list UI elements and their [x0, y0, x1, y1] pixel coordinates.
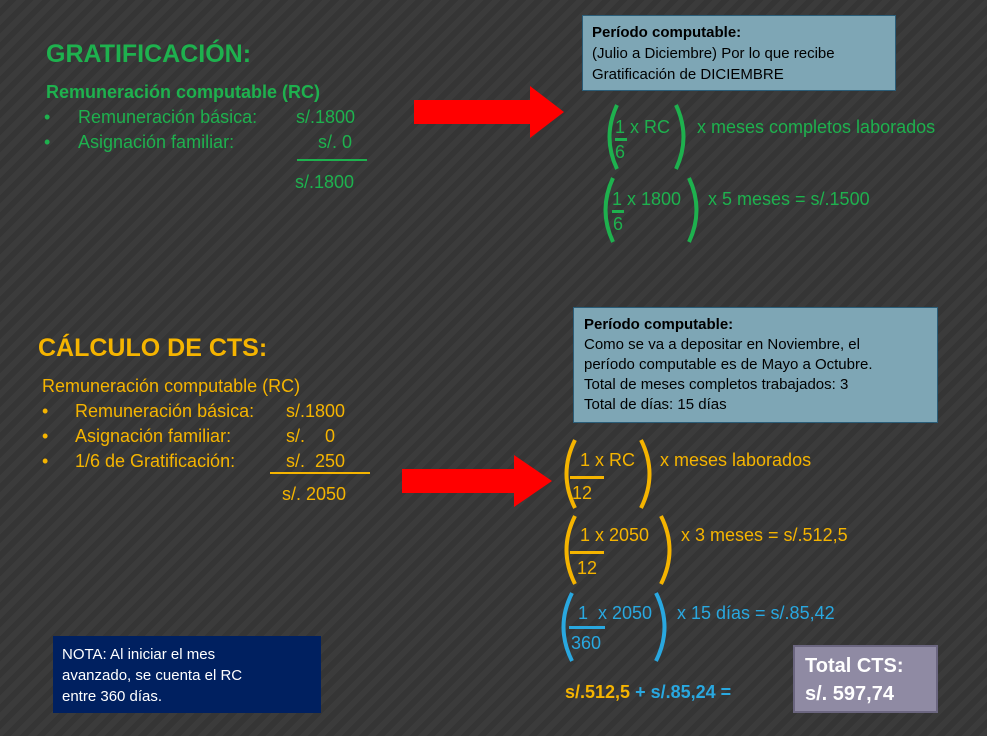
- cts-info-line2: período computable es de Mayo a Octubre.: [584, 356, 873, 373]
- right-paren-icon: [658, 514, 680, 586]
- red-arrow-icon: [402, 455, 554, 507]
- cts-bullet-3: •: [42, 451, 49, 471]
- cts-f2-numerator: 1 x 2050: [580, 525, 650, 545]
- grat-info-line1: (Julio a Diciembre) Por lo que recibe: [592, 45, 835, 62]
- cts-f1-numerator: 1 x RC: [580, 450, 636, 470]
- grat-bullet-1: •: [44, 107, 51, 127]
- right-paren-icon: [653, 591, 675, 663]
- cts-info-box: [573, 307, 938, 423]
- cts-f1-fraction-bar: [570, 476, 604, 479]
- grat-f1-denominator: 6: [615, 142, 626, 162]
- cts-total: s/. 2050: [282, 484, 347, 504]
- gratificacion-title: GRATIFICACIÓN:: [46, 40, 252, 68]
- cts-info-line3: Total de meses completos trabajados: 3: [584, 376, 849, 393]
- grat-item-2-label: Asignación familiar:: [78, 132, 235, 152]
- red-arrow-icon: [414, 86, 566, 138]
- grat-f2-numerator: 1 x 1800: [612, 189, 682, 209]
- cts-info-title: Período computable:: [584, 316, 734, 333]
- cts-title: CÁLCULO DE CTS:: [38, 334, 268, 362]
- cts-f1-denominator: 12: [572, 483, 593, 503]
- grat-total: s/.1800: [295, 172, 355, 192]
- grat-f1-fraction-bar: [615, 138, 627, 141]
- right-paren-icon: [638, 438, 660, 510]
- cts-f2-denominator: 12: [577, 558, 598, 578]
- cts-f1-rest: x meses laborados: [660, 450, 812, 470]
- cts-bullet-1: •: [42, 401, 49, 421]
- grat-f1-rest: x meses completos laborados: [697, 117, 936, 137]
- cts-rc-heading: Remuneración computable (RC): [42, 376, 301, 396]
- right-paren-icon: [673, 103, 693, 171]
- cts-item-3-value: s/. 250: [286, 451, 346, 471]
- cts-underline: [270, 472, 370, 474]
- cts-f3-denominator: 360: [571, 633, 602, 653]
- cts-info-line1: Como se va a depositar en Noviembre, el: [584, 336, 860, 353]
- grat-f2-rest: x 5 meses = s/.1500: [708, 189, 870, 209]
- cts-f3-fraction-bar: [569, 626, 605, 629]
- total-cts-box: [793, 645, 938, 713]
- total-cts-value: s/. 597,74: [805, 683, 894, 705]
- grat-item-1-value: s/.1800: [296, 107, 356, 127]
- cts-f3-rest: x 15 días = s/.85,42: [677, 603, 835, 623]
- cts-info-line4: Total de días: 15 días: [584, 396, 727, 413]
- grat-f2-denominator: 6: [613, 214, 624, 234]
- nota-line2: avanzado, se cuenta el RC: [62, 667, 243, 684]
- cts-f2-rest: x 3 meses = s/.512,5: [681, 525, 848, 545]
- cts-bullet-2: •: [42, 426, 49, 446]
- grat-info-title: Período computable:: [592, 24, 742, 41]
- grat-f2-fraction-bar: [612, 210, 624, 213]
- cts-f2-fraction-bar: [570, 551, 604, 554]
- cts-item-1-label: Remuneración básica:: [75, 401, 255, 421]
- left-paren-icon: [556, 514, 578, 586]
- nota-line1: NOTA: Al iniciar el mes: [62, 646, 216, 663]
- total-cts-label: Total CTS:: [805, 655, 904, 677]
- nota-box: [53, 636, 321, 713]
- cts-item-3-label: 1/6 de Gratificación:: [75, 451, 236, 471]
- grat-rc-heading: Remuneración computable (RC): [46, 82, 321, 102]
- grat-item-2-value: s/. 0: [318, 132, 353, 152]
- nota-line3: entre 360 días.: [62, 688, 163, 705]
- cts-sum-part1: s/.512,5: [565, 682, 631, 702]
- cts-item-2-value: s/. 0: [286, 426, 336, 446]
- cts-sum: [565, 682, 731, 703]
- right-paren-icon: [686, 176, 706, 244]
- grat-bullet-2: •: [44, 132, 51, 152]
- grat-info-box: [582, 15, 896, 91]
- cts-sum-part2: + s/.85,24 =: [630, 682, 732, 702]
- grat-info-line2: Gratificación de DICIEMBRE: [592, 66, 784, 83]
- grat-item-1-label: Remuneración básica:: [78, 107, 258, 127]
- cts-f3-numerator: 1 x 2050: [578, 603, 653, 623]
- grat-sum-line: [297, 159, 367, 161]
- cts-item-1-value: s/.1800: [286, 401, 346, 421]
- cts-item-2-label: Asignación familiar:: [75, 426, 232, 446]
- grat-f1-numerator: 1 x RC: [615, 117, 671, 137]
